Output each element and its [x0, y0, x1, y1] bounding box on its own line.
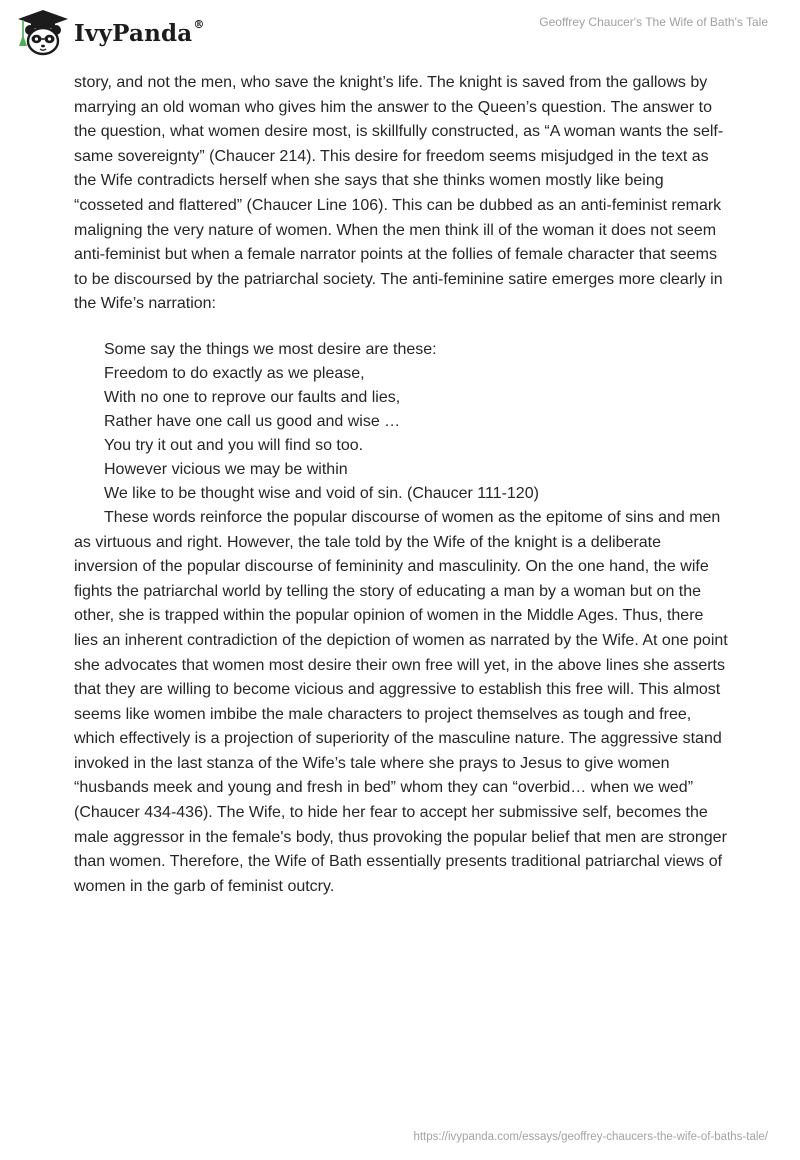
paragraph-2: These words reinforce the popular discourse of women as the epitome of sins and men as virtuous and right. However, the tale told by the Wife of the knight is a deliberate inversion of the popular discourse of femininity and masculinity. On the one hand, the wife fights the patriarchal world by telling the story of educating a man by a woman but on the other, she is trapped within the popular opinion of women in the Middle Ages. Thus, there lies an inherent contradiction of the depiction of women as narrated by the Wife. At one point she advocates that women most desire their own free will yet, in the above lines she asserts that they are willing to become vicious and aggressive to establish this free will. This almost seems like women imbibe the male characters to project themselves as tough and free, which effectively is a projection of superiority of the masculine nature. The aggressive stand invoked in the last stanza of the Wife’s tale where she prays to Jesus to give women “husbands meek and young and fresh in bed” whom they can “overbid… when we wed” (Chaucer 434-436). The Wife, to hide her fear to accept her submissive self, becomes the male aggressor in the female's body, thus provoking the popular belief that men are stronger than women. Therefore, the Wife of Bath essentially presents traditional patriarchal views of women in the garb of feminist outcry.	[74, 508, 728, 895]
verse-line-1: Some say the things we most desire are these:	[104, 340, 437, 358]
verse-line-5: You try it out and you will find so too.	[104, 436, 364, 454]
panda-graduate-icon	[14, 8, 72, 58]
essay-body	[74, 71, 728, 899]
verse-line-3: With no one to reprove our faults and lies,	[104, 388, 401, 406]
verse-line-4: Rather have one call us good and wise …	[104, 412, 401, 430]
brand-name: IvyPanda®	[74, 17, 205, 47]
paragraph-1: story, and not the men, who save the knight’s life. The knight is saved from the gallows by marrying an old woman who gives him the answer to the Queen’s question. The answer to the question, what women desire most, is skillfully constructed, as “A woman wants the self-same sovereignty” (Chaucer 214). This desire for freedom seems misjudged in the text as the Wife contradicts herself when she says that she thinks women mostly like being “cosseted and flattered” (Chaucer Line 106). This can be dubbed as an anti-feminist remark maligning the very nature of women. When the men think ill of the woman it does not seem anti-feminist but when a female narrator points at the follies of female character that seems to be discoursed by the patriarchal society. The anti-feminine satire emerges more clearly in the Wife’s narration:	[74, 74, 724, 313]
source-url[interactable]: https://ivypanda.com/essays/geoffrey-chaucers-the-wife-of-baths-tale/	[413, 1131, 768, 1143]
ivypanda-logo[interactable]	[14, 8, 205, 58]
document-title: Geoffrey Chaucer's The Wife of Bath's Tale	[539, 15, 768, 29]
verse-line-7: We like to be thought wise and void of sin. (Chaucer 111-120)	[104, 484, 539, 502]
page-header	[0, 0, 800, 70]
registered-mark: ®	[193, 17, 205, 31]
verse-line-6: However vicious we may be within	[104, 460, 348, 478]
verse-line-2: Freedom to do exactly as we please,	[104, 364, 365, 382]
verse-quote	[74, 338, 728, 506]
